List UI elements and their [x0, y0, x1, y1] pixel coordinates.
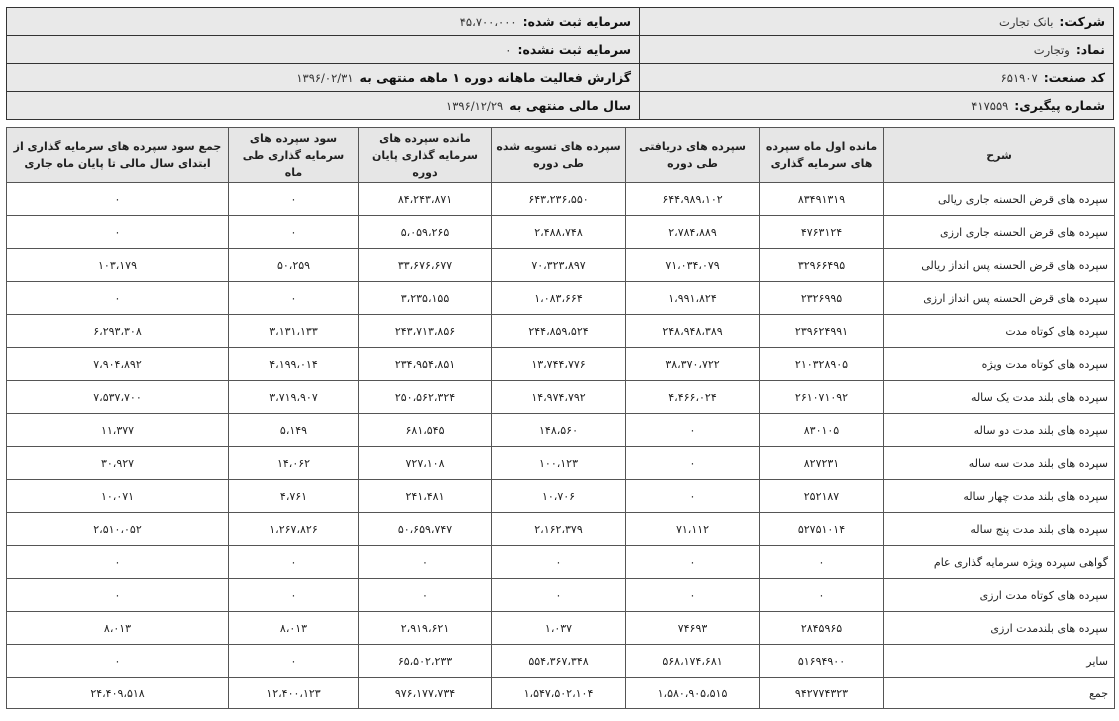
cell-monthly-profit: ۱۴،۰۶۲	[229, 447, 359, 480]
fiscal-year-value: ۱۳۹۶/۱۲/۲۹	[446, 98, 504, 113]
column-header-received: سپرده های دریافتی طی دوره	[626, 128, 760, 183]
cell-description: سپرده های بلند مدت یک ساله	[884, 381, 1115, 414]
cell-opening-balance: ۲۱۰۳۲۸۹۰۵	[760, 348, 884, 381]
column-header-ytd-profit: جمع سود سپرده های سرمایه گذاری از ابتدای سال مالی تا پایان ماه جاری	[7, 128, 229, 183]
cell-received: ۷۱،۰۳۴،۰۷۹	[626, 249, 760, 282]
cell-ytd-profit: ۲،۵۱۰،۰۵۲	[7, 513, 229, 546]
cell-monthly-profit: ۵۰،۲۵۹	[229, 249, 359, 282]
column-header-description: شرح	[884, 128, 1115, 183]
cell-received: ۲۴۸،۹۴۸،۳۸۹	[626, 315, 760, 348]
cell-settled: ۵۵۴،۳۶۷،۳۴۸	[492, 645, 626, 678]
cell-ytd-profit: ۱۱،۳۷۷	[7, 414, 229, 447]
cell-description: سپرده های بلندمدت ارزی	[884, 612, 1115, 645]
cell-closing-balance: ۳،۲۳۵،۱۵۵	[359, 282, 492, 315]
unregistered-capital-field	[7, 36, 639, 64]
cell-opening-balance: ۰	[760, 579, 884, 612]
cell-received: ۰	[626, 546, 760, 579]
cell-closing-balance: ۲۴۱،۴۸۱	[359, 480, 492, 513]
cell-received: ۰	[626, 414, 760, 447]
table-row	[7, 282, 1115, 315]
cell-description: سپرده های کوتاه مدت ارزی	[884, 579, 1115, 612]
cell-ytd-profit: ۰	[7, 546, 229, 579]
industry-code-field	[640, 64, 1113, 92]
cell-description: سپرده های بلند مدت سه ساله	[884, 447, 1115, 480]
cell-description: سپرده های قرض الحسنه پس انداز ارزی	[884, 282, 1115, 315]
cell-settled: ۲۴۴،۸۵۹،۵۲۴	[492, 315, 626, 348]
cell-monthly-profit: ۱،۲۶۷،۸۲۶	[229, 513, 359, 546]
cell-opening-balance: ۲۳۲۶۹۹۵	[760, 282, 884, 315]
cell-ytd-profit: ۱۰،۰۷۱	[7, 480, 229, 513]
report-period-field	[7, 64, 639, 92]
cell-received: ۳۸،۳۷۰،۷۲۲	[626, 348, 760, 381]
cell-closing-balance: ۵،۰۵۹،۲۶۵	[359, 216, 492, 249]
cell-opening-balance: ۸۲۷۲۳۱	[760, 447, 884, 480]
cell-description: سایر	[884, 645, 1115, 678]
cell-description: گواهی سپرده ویژه سرمایه گذاری عام	[884, 546, 1115, 579]
table-row	[7, 216, 1115, 249]
cell-description: سپرده های کوتاه مدت ویژه	[884, 348, 1115, 381]
cell-description: سپرده های بلند مدت چهار ساله	[884, 480, 1115, 513]
cell-ytd-profit: ۰	[7, 183, 229, 216]
cell-ytd-profit: ۸،۰۱۳	[7, 612, 229, 645]
symbol-value: وتجارت	[1033, 42, 1070, 57]
column-header-monthly-profit: سود سپرده های سرمایه گذاری طی ماه	[229, 128, 359, 183]
cell-closing-balance: ۹۷۶،۱۷۷،۷۳۴	[359, 678, 492, 709]
cell-description: جمع	[884, 678, 1115, 709]
cell-settled: ۱۰۰،۱۲۳	[492, 447, 626, 480]
cell-received: ۵۶۸،۱۷۴،۶۸۱	[626, 645, 760, 678]
cell-settled: ۱،۰۸۳،۶۶۴	[492, 282, 626, 315]
table-row	[7, 612, 1115, 645]
column-header-opening-balance: مانده اول ماه سپرده های سرمایه گذاری	[760, 128, 884, 183]
cell-ytd-profit: ۰	[7, 645, 229, 678]
cell-closing-balance: ۳۳،۶۷۶،۶۷۷	[359, 249, 492, 282]
cell-received: ۴،۴۶۶،۰۲۴	[626, 381, 760, 414]
table-total-row	[7, 678, 1115, 709]
cell-closing-balance: ۲۴۳،۷۱۳،۸۵۶	[359, 315, 492, 348]
cell-monthly-profit: ۰	[229, 216, 359, 249]
cell-monthly-profit: ۰	[229, 579, 359, 612]
cell-received: ۱،۵۸۰،۹۰۵،۵۱۵	[626, 678, 760, 709]
fiscal-year-field	[7, 92, 639, 119]
symbol-label: نماد:	[1075, 42, 1105, 57]
table-row	[7, 315, 1115, 348]
company-value: بانک تجارت	[999, 14, 1054, 29]
cell-closing-balance: ۰	[359, 546, 492, 579]
cell-settled: ۱۴۸،۵۶۰	[492, 414, 626, 447]
report-period-value: ۱۳۹۶/۰۲/۳۱	[296, 70, 354, 85]
table-row	[7, 513, 1115, 546]
registered-capital-field	[7, 8, 639, 36]
cell-settled: ۶۴۳،۲۳۶،۵۵۰	[492, 183, 626, 216]
table-row	[7, 480, 1115, 513]
cell-closing-balance: ۲،۹۱۹،۶۲۱	[359, 612, 492, 645]
cell-settled: ۱،۵۴۷،۵۰۲،۱۰۴	[492, 678, 626, 709]
report-header	[6, 7, 1114, 120]
cell-description: سپرده های بلند مدت دو ساله	[884, 414, 1115, 447]
cell-monthly-profit: ۳،۱۳۱،۱۳۳	[229, 315, 359, 348]
cell-opening-balance: ۸۳۴۹۱۳۱۹	[760, 183, 884, 216]
cell-description: سپرده های قرض الحسنه پس انداز ریالی	[884, 249, 1115, 282]
cell-monthly-profit: ۰	[229, 183, 359, 216]
cell-monthly-profit: ۱۲،۴۰۰،۱۲۳	[229, 678, 359, 709]
company-label: شرکت:	[1059, 14, 1105, 29]
cell-opening-balance: ۲۳۹۶۲۴۹۹۱	[760, 315, 884, 348]
table-row	[7, 183, 1115, 216]
registered-capital-label: سرمایه ثبت شده:	[522, 14, 631, 29]
cell-received: ۰	[626, 579, 760, 612]
cell-opening-balance: ۳۲۹۶۶۴۹۵	[760, 249, 884, 282]
cell-opening-balance: ۵۱۶۹۴۹۰۰	[760, 645, 884, 678]
company-field	[640, 8, 1113, 36]
cell-ytd-profit: ۷،۵۳۷،۷۰۰	[7, 381, 229, 414]
cell-settled: ۲،۴۸۸،۷۴۸	[492, 216, 626, 249]
cell-closing-balance: ۲۳۴،۹۵۴،۸۵۱	[359, 348, 492, 381]
cell-description: سپرده های قرض الحسنه جاری ارزی	[884, 216, 1115, 249]
cell-received: ۰	[626, 447, 760, 480]
cell-ytd-profit: ۰	[7, 282, 229, 315]
cell-description: سپرده های کوتاه مدت	[884, 315, 1115, 348]
registered-capital-value: ۴۵،۷۰۰،۰۰۰	[459, 14, 517, 29]
tracking-number-value: ۴۱۷۵۵۹	[971, 98, 1009, 113]
column-header-settled: سپرده های تسویه شده طی دوره	[492, 128, 626, 183]
cell-settled: ۰	[492, 546, 626, 579]
cell-settled: ۱۳،۷۴۴،۷۷۶	[492, 348, 626, 381]
cell-ytd-profit: ۶،۲۹۳،۳۰۸	[7, 315, 229, 348]
cell-ytd-profit: ۰	[7, 579, 229, 612]
report-period-label: گزارش فعالیت ماهانه دوره ۱ ماهه منتهی به	[359, 70, 631, 85]
cell-ytd-profit: ۰	[7, 216, 229, 249]
cell-monthly-profit: ۳،۷۱۹،۹۰۷	[229, 381, 359, 414]
cell-closing-balance: ۶۵،۵۰۲،۲۳۳	[359, 645, 492, 678]
table-header-row	[7, 128, 1115, 183]
cell-opening-balance: ۲۵۲۱۸۷	[760, 480, 884, 513]
cell-opening-balance: ۲۶۱۰۷۱۰۹۲	[760, 381, 884, 414]
cell-closing-balance: ۲۵۰،۵۶۲،۳۲۴	[359, 381, 492, 414]
cell-description: سپرده های بلند مدت پنج ساله	[884, 513, 1115, 546]
cell-settled: ۷۰،۳۲۳،۸۹۷	[492, 249, 626, 282]
cell-opening-balance: ۲۸۴۵۹۶۵	[760, 612, 884, 645]
table-row	[7, 381, 1115, 414]
cell-received: ۱،۹۹۱،۸۲۴	[626, 282, 760, 315]
cell-opening-balance: ۴۷۶۳۱۲۴	[760, 216, 884, 249]
cell-closing-balance: ۸۴،۲۴۳،۸۷۱	[359, 183, 492, 216]
cell-settled: ۲،۱۶۲،۳۷۹	[492, 513, 626, 546]
table-row	[7, 645, 1115, 678]
table-body	[7, 183, 1115, 709]
cell-received: ۲،۷۸۴،۸۸۹	[626, 216, 760, 249]
industry-code-label: کد صنعت:	[1043, 70, 1105, 85]
cell-settled: ۱۰،۷۰۶	[492, 480, 626, 513]
cell-opening-balance: ۰	[760, 546, 884, 579]
unregistered-capital-label: سرمایه ثبت نشده:	[517, 42, 631, 57]
table-row	[7, 348, 1115, 381]
cell-opening-balance: ۸۳۰۱۰۵	[760, 414, 884, 447]
table-row	[7, 414, 1115, 447]
cell-closing-balance: ۵۰،۶۵۹،۷۴۷	[359, 513, 492, 546]
cell-ytd-profit: ۷،۹۰۴،۸۹۲	[7, 348, 229, 381]
deposits-table	[6, 127, 1115, 709]
cell-settled: ۱۴،۹۷۴،۷۹۲	[492, 381, 626, 414]
cell-monthly-profit: ۴،۱۹۹،۰۱۴	[229, 348, 359, 381]
table-row	[7, 447, 1115, 480]
cell-opening-balance: ۵۲۷۵۱۰۱۴	[760, 513, 884, 546]
cell-received: ۰	[626, 480, 760, 513]
cell-monthly-profit: ۴،۷۶۱	[229, 480, 359, 513]
cell-ytd-profit: ۲۴،۴۰۹،۵۱۸	[7, 678, 229, 709]
cell-monthly-profit: ۸،۰۱۳	[229, 612, 359, 645]
cell-closing-balance: ۰	[359, 579, 492, 612]
cell-received: ۶۴۴،۹۸۹،۱۰۲	[626, 183, 760, 216]
cell-received: ۷۴۶۹۳	[626, 612, 760, 645]
cell-monthly-profit: ۰	[229, 282, 359, 315]
cell-settled: ۱،۰۳۷	[492, 612, 626, 645]
cell-monthly-profit: ۰	[229, 546, 359, 579]
cell-opening-balance: ۹۴۲۷۷۴۳۲۳	[760, 678, 884, 709]
table-row	[7, 546, 1115, 579]
symbol-field	[640, 36, 1113, 64]
cell-ytd-profit: ۱۰۳،۱۷۹	[7, 249, 229, 282]
cell-ytd-profit: ۳۰،۹۲۷	[7, 447, 229, 480]
industry-code-value: ۶۵۱۹۰۷	[1000, 70, 1038, 85]
unregistered-capital-value: ۰	[505, 42, 512, 57]
cell-closing-balance: ۷۲۷،۱۰۸	[359, 447, 492, 480]
tracking-number-field	[640, 92, 1113, 119]
cell-monthly-profit: ۰	[229, 645, 359, 678]
fiscal-year-label: سال مالی منتهی به	[509, 98, 631, 113]
column-header-closing-balance: مانده سپرده های سرمایه گذاری پایان دوره	[359, 128, 492, 183]
company-info-column	[639, 8, 1113, 119]
table-row	[7, 579, 1115, 612]
table-row	[7, 249, 1115, 282]
tracking-number-label: شماره پیگیری:	[1014, 98, 1105, 113]
cell-settled: ۰	[492, 579, 626, 612]
cell-closing-balance: ۶۸۱،۵۴۵	[359, 414, 492, 447]
cell-received: ۷۱،۱۱۲	[626, 513, 760, 546]
cell-monthly-profit: ۵،۱۴۹	[229, 414, 359, 447]
capital-info-column	[7, 8, 639, 119]
cell-description: سپرده های قرض الحسنه جاری ریالی	[884, 183, 1115, 216]
